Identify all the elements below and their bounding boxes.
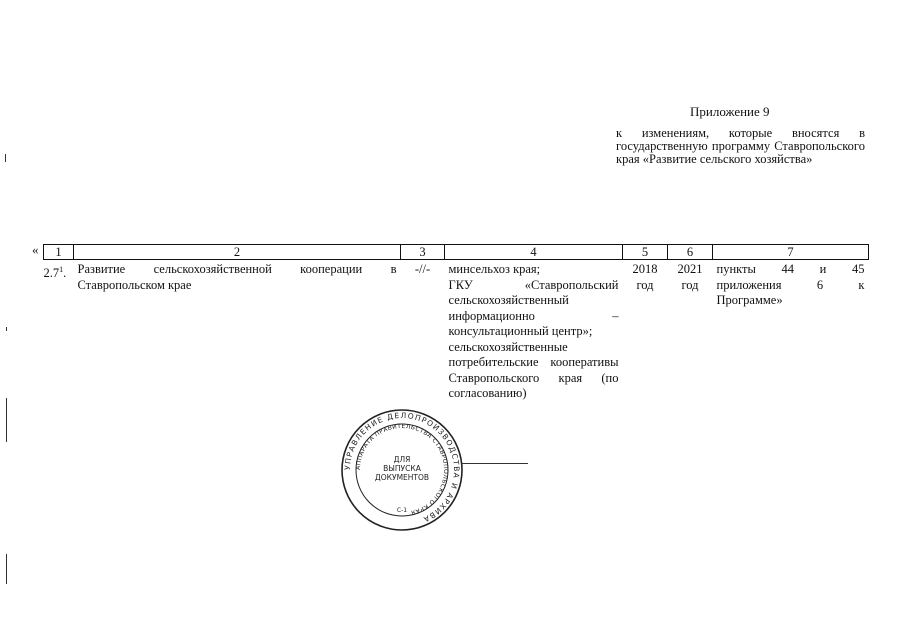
- margin-mark-4: [6, 554, 7, 584]
- stamp-center-1: ДЛЯ: [393, 455, 411, 464]
- row-link: пункты 44 и 45 приложения 6 к Программе»: [716, 262, 865, 307]
- stamp-code: С-1: [396, 507, 408, 514]
- header-col-7: 7: [713, 245, 869, 260]
- participant-1: минсельхоз края;: [448, 262, 541, 276]
- margin-mark-1: [5, 154, 6, 162]
- header-col-3: 3: [401, 245, 445, 260]
- row-number-suffix: .: [63, 266, 67, 281]
- header-col-5: 5: [623, 245, 668, 260]
- stamp-center-2: ВЫПУСКА: [383, 464, 421, 473]
- row-number-main: 2.7: [43, 266, 60, 281]
- table-row: [44, 260, 869, 402]
- stamp-outer-text: УПРАВЛЕНИЕ ДЕЛОПРОИЗВОДСТВА И АРХИВА: [342, 410, 462, 525]
- stamp-center-3: ДОКУМЕНТОВ: [374, 473, 430, 482]
- header-col-4: 4: [445, 245, 623, 260]
- row-name: Развитие сельскохозяйственной кооперации в Ставропольском крае: [77, 262, 397, 292]
- margin-mark-3: [6, 398, 7, 442]
- header-col-6: 6: [668, 245, 713, 260]
- row-number: [44, 260, 74, 402]
- end-year: 2021: [677, 262, 703, 276]
- participant-3: сельскохозяйственные потребительские кооперативы Ставропольского края (по согласованию): [448, 339, 619, 400]
- row-end: [668, 260, 713, 402]
- start-year: 2018: [632, 262, 658, 276]
- start-unit: год: [636, 277, 654, 292]
- official-stamp: [340, 408, 464, 532]
- end-unit: год: [681, 277, 699, 292]
- signature-line: [462, 463, 528, 464]
- stamp-inner-text: АППАРАТА ПРАВИТЕЛЬСТВА СТАВРОПОЛЬСКОГО КРАЯ: [354, 422, 450, 517]
- row-executor: -//-: [414, 262, 431, 276]
- row-start: [623, 260, 668, 402]
- header-col-1: 1: [44, 245, 74, 260]
- header-col-2: 2: [74, 245, 401, 260]
- row-number-sup: 1: [59, 265, 64, 274]
- appendix-note: к изменениям, которые вносятся в государственную программу Ставропольского края «Развитие сельского хозяйства»: [616, 126, 865, 166]
- participant-2: ГКУ «Ставропольский сельскохозяйственный информационно – консультационный центр»;: [448, 277, 619, 338]
- program-table: [43, 244, 869, 402]
- margin-mark-2: [6, 327, 7, 331]
- appendix-title: Приложение 9: [690, 104, 770, 119]
- table-header-row: [44, 245, 869, 260]
- opening-quote: «: [32, 242, 39, 257]
- row-participants: [445, 260, 623, 402]
